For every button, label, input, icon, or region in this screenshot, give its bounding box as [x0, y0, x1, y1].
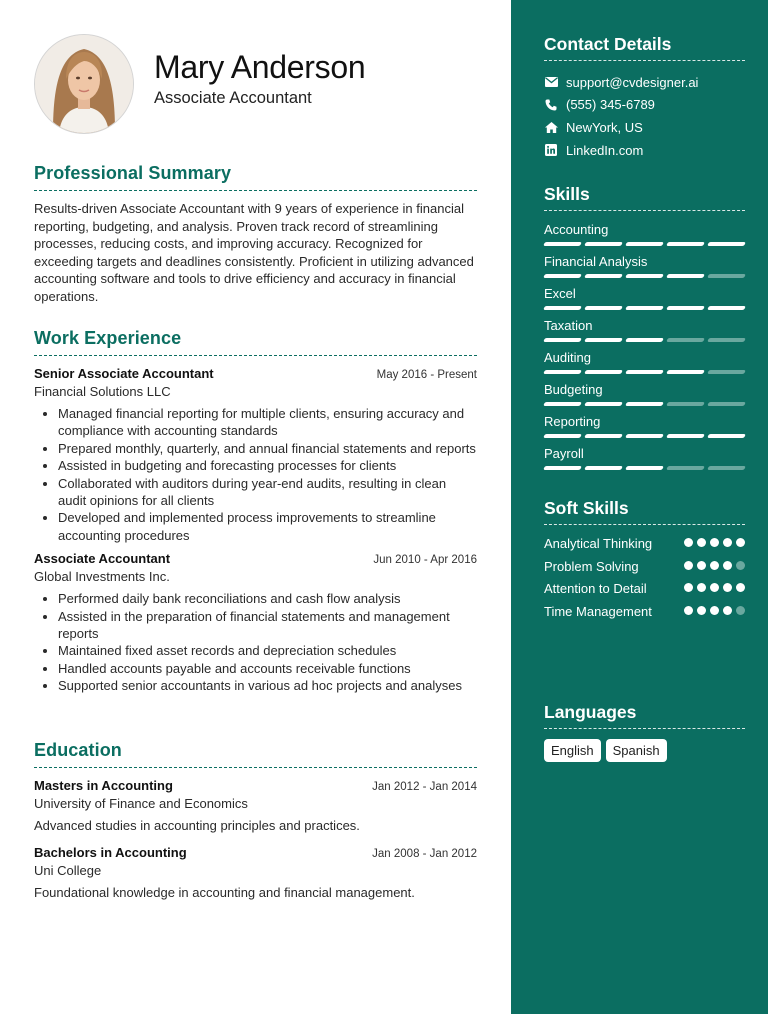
list-item: • Assisted in budgeting and forecasting processes for clients [58, 457, 477, 474]
job-bullets [34, 405, 477, 544]
job-date: May 2016 - Present [376, 369, 477, 381]
job-date: Jun 2010 - Apr 2016 [373, 554, 477, 567]
soft-skills-list [544, 535, 745, 620]
skills-section [544, 183, 745, 477]
skill-level-segment [584, 402, 623, 406]
soft-skill-rating [684, 535, 745, 547]
skill-level-segment [666, 242, 705, 246]
list-item: • Maintained fixed asset records and depreciation schedules [58, 642, 477, 659]
language-tag: Spanish [606, 739, 667, 762]
education-description: Foundational knowledge in accounting and financial management. [34, 885, 415, 900]
skill-label: Excel [544, 286, 576, 301]
rating-dot [723, 583, 732, 592]
soft-skill-label: Analytical Thinking [544, 536, 653, 551]
education-entry [34, 844, 477, 901]
profile-photo [35, 35, 133, 133]
skill-level-segment [707, 242, 746, 246]
home-icon [544, 120, 558, 134]
contact-linkedin[interactable] [544, 139, 745, 162]
skill-level-segment [625, 242, 664, 246]
skill-level-segment [543, 242, 582, 246]
education-section [34, 739, 477, 911]
soft-skills-heading: Soft Skills [544, 497, 745, 525]
skill-level-segment [543, 338, 582, 342]
skill-level-segment [666, 306, 705, 310]
skill-level-segment [543, 466, 582, 470]
list-item: • Managed financial reporting for multiple clients, ensuring accuracy and compliance with accounting standards [58, 405, 477, 440]
skill-level-segment [707, 370, 746, 374]
skill-level-segment [543, 370, 582, 374]
skill-level-segment [707, 306, 746, 310]
candidate-name: Mary Anderson [154, 49, 366, 85]
skill-level-segment [584, 242, 623, 246]
rating-dot [736, 583, 745, 592]
skill-level-segment [666, 274, 705, 278]
languages-heading: Languages [544, 701, 745, 729]
candidate-title: Associate Accountant [154, 89, 312, 107]
rating-dot [710, 583, 719, 592]
skill-level-bar [544, 434, 745, 438]
rating-dot [710, 538, 719, 547]
summary-text: Results-driven Associate Accountant with 9 years of experience in financial reporting, budgeting, and analysis. Proven track record of streamlining processes, reducing costs, and improving accuracy. Recognized for exceeding targets and deadlines consistently. Proficient in utilizing advanced accounting software and tools to drive efficiency and accuracy in financial operations. [34, 201, 474, 304]
experience-heading: Work Experience [34, 327, 477, 356]
skill-level-segment [584, 274, 623, 278]
skill-level-bar [544, 370, 745, 374]
skill-item [544, 381, 745, 413]
rating-dot [710, 606, 719, 615]
skill-level-segment [625, 434, 664, 438]
skill-level-bar [544, 338, 745, 342]
soft-skill-item [544, 535, 745, 553]
skill-item [544, 317, 745, 349]
skill-level-segment [543, 274, 582, 278]
skill-level-segment [584, 306, 623, 310]
skills-heading: Skills [544, 183, 745, 211]
rating-dot [684, 606, 693, 615]
rating-dot [736, 561, 745, 570]
list-item: • Prepared monthly, quarterly, and annual financial statements and reports [58, 440, 477, 457]
experience-section [34, 327, 477, 701]
skill-level-segment [625, 370, 664, 374]
phone-text: (555) 345-6789 [566, 97, 655, 113]
skill-level-segment [707, 466, 746, 470]
rating-dot [697, 561, 706, 570]
skill-level-bar [544, 306, 745, 310]
contact-heading: Contact Details [544, 33, 745, 61]
job-role: Associate Accountant [34, 551, 171, 567]
skill-level-segment [543, 306, 582, 310]
rating-dot [697, 606, 706, 615]
job-company: Financial Solutions LLC [34, 384, 171, 399]
education-date: Jan 2012 - Jan 2014 [372, 781, 477, 793]
education-heading: Education [34, 739, 477, 768]
job-entry [34, 550, 477, 694]
rating-dot [684, 538, 693, 547]
location-text: NewYork, US [566, 119, 643, 135]
skill-item [544, 413, 745, 445]
soft-skill-label: Problem Solving [544, 558, 639, 574]
skill-label: Reporting [544, 414, 601, 429]
skill-item [544, 445, 745, 477]
contact-location [544, 116, 745, 139]
list-item: • Collaborated with auditors during year-end audits, resulting in clean audit opinions for all clients [58, 475, 477, 510]
skill-item [544, 285, 745, 317]
skill-level-segment [625, 402, 664, 406]
list-item: • Assisted in the preparation of financial statements and management reports [58, 608, 477, 643]
skill-level-segment [666, 466, 705, 470]
job-role: Senior Associate Accountant [34, 366, 214, 381]
skill-level-segment [707, 338, 746, 342]
summary-heading: Professional Summary [34, 162, 477, 191]
rating-dot [723, 538, 732, 547]
sidebar [511, 0, 768, 1014]
rating-dot [697, 538, 706, 547]
school-name: Uni College [34, 863, 102, 878]
rating-dot [697, 583, 706, 592]
school-name: University of Finance and Economics [34, 796, 248, 811]
skill-level-segment [707, 434, 746, 438]
soft-skill-item [544, 603, 745, 621]
summary-section [34, 162, 477, 306]
soft-skills-section [544, 497, 745, 625]
avatar [34, 34, 134, 134]
skill-label: Auditing [544, 350, 591, 365]
skill-level-segment [584, 466, 623, 470]
skill-level-segment [584, 370, 623, 374]
soft-skill-rating [684, 603, 745, 615]
skills-list [544, 221, 745, 477]
education-entry [34, 777, 477, 834]
skill-item [544, 221, 745, 253]
skill-level-bar [544, 274, 745, 278]
skill-label: Budgeting [544, 382, 603, 397]
job-company: Global Investments Inc. [34, 569, 170, 585]
education-description: Advanced studies in accounting principles and practices. [34, 818, 360, 833]
skill-label: Financial Analysis [544, 254, 648, 269]
rating-dot [723, 561, 732, 570]
skill-level-segment [625, 274, 664, 278]
email-text[interactable]: support@cvdesigner.ai [566, 74, 699, 90]
job-entry [34, 365, 477, 544]
skill-level-segment [584, 434, 623, 438]
languages-list [544, 739, 745, 762]
skill-label: Payroll [544, 446, 584, 461]
rating-dot [710, 561, 719, 570]
list-item: • Developed and implemented process improvements to streamline accounting procedures [58, 509, 477, 544]
skill-level-bar [544, 466, 745, 470]
list-item: • Handled accounts payable and accounts receivable functions [58, 660, 477, 677]
job-bullets [34, 590, 477, 694]
skill-level-segment [707, 274, 746, 278]
skill-level-segment [707, 402, 746, 406]
skill-level-segment [666, 402, 705, 406]
rating-dot [684, 583, 693, 592]
education-date: Jan 2008 - Jan 2012 [372, 848, 477, 860]
soft-skill-label: Attention to Detail [544, 581, 647, 596]
list-item: • Supported senior accountants in various ad hoc projects and analyses [58, 677, 477, 694]
phone-icon [544, 98, 558, 112]
rating-dot [684, 561, 693, 570]
skill-level-segment [666, 434, 705, 438]
skill-level-segment [666, 338, 705, 342]
skill-level-bar [544, 242, 745, 246]
skill-item [544, 349, 745, 381]
soft-skill-rating [684, 580, 745, 592]
languages-section [544, 701, 745, 762]
skill-item [544, 253, 745, 285]
skill-level-segment [625, 466, 664, 470]
contact-email[interactable] [544, 71, 745, 94]
list-item: • Performed daily bank reconciliations and cash flow analysis [58, 590, 477, 607]
skill-level-segment [666, 370, 705, 374]
envelope-icon [544, 75, 558, 89]
soft-skill-item [544, 558, 745, 576]
rating-dot [723, 606, 732, 615]
skill-label: Taxation [544, 318, 593, 333]
skill-level-segment [543, 434, 582, 438]
skill-level-segment [625, 306, 664, 310]
rating-dot [736, 606, 745, 615]
skill-level-bar [544, 402, 745, 406]
language-tag: English [544, 739, 601, 762]
soft-skill-label: Time Management [544, 603, 652, 619]
degree-name: Bachelors in Accounting [34, 845, 187, 860]
degree-name: Masters in Accounting [34, 778, 173, 793]
linkedin-text[interactable]: LinkedIn.com [566, 142, 644, 158]
soft-skill-item [544, 580, 745, 598]
contact-phone[interactable] [544, 94, 745, 117]
skill-level-segment [625, 338, 664, 342]
soft-skill-rating [684, 558, 745, 570]
skill-level-segment [543, 402, 582, 406]
contact-section [544, 33, 745, 161]
skill-level-segment [584, 338, 623, 342]
skill-label: Accounting [544, 222, 609, 237]
linkedin-icon [544, 143, 558, 157]
rating-dot [736, 538, 745, 547]
